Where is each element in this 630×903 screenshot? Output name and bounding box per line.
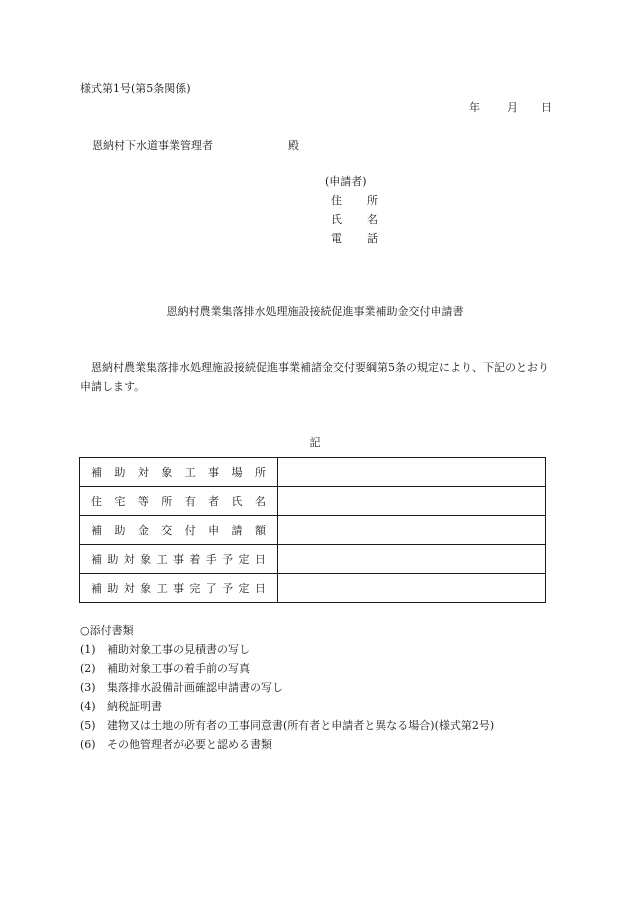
applicant-address-label: 住 所 [331, 194, 378, 207]
row-value-field[interactable] [278, 574, 546, 603]
date-day: 日 [541, 101, 552, 114]
attachments-heading: ○添付書類 [80, 624, 134, 637]
application-table [79, 457, 546, 603]
date-month: 月 [507, 101, 518, 114]
row-value-field[interactable] [278, 545, 546, 574]
table-row [80, 574, 546, 603]
row-label: 補 助 対 象 工 事 場 所 [80, 458, 278, 487]
form-number: 様式第1号(第5条関係) [80, 82, 191, 95]
applicant-name-label: 氏 名 [331, 213, 378, 226]
row-value-field[interactable] [278, 487, 546, 516]
attachment-item: (3) 集落排水設備計画確認申請書の写し [80, 681, 283, 694]
applicant-phone-label: 電 話 [331, 232, 378, 245]
attachment-item: (2) 補助対象工事の着手前の写真 [80, 662, 250, 675]
table-row [80, 516, 546, 545]
table-row [80, 545, 546, 574]
addressee-name: 恩納村下水道事業管理者 [92, 139, 213, 152]
row-value-field[interactable] [278, 458, 546, 487]
document-title: 恩納村農業集落排水処理施設接続促進事業補助金交付申請書 [166, 305, 464, 318]
attachment-item: (1) 補助対象工事の見積書の写し [80, 643, 250, 656]
addressee-honorific: 殿 [288, 139, 299, 152]
applicant-label: (申請者) [325, 175, 367, 188]
row-label: 補 助 対 象 工 事 完 了 予 定 日 [80, 574, 278, 603]
ki-heading: 記 [309, 436, 321, 449]
attachment-item: (4) 納税証明書 [80, 700, 162, 713]
table-row [80, 487, 546, 516]
attachment-item: (5) 建物又は土地の所有者の工事同意書(所有者と申請者と異なる場合)(様式第2号) [80, 719, 495, 732]
body-text: 恩納村農業集落排水処理施設接続促進事業補諸金交付要綱第5条の規定により、下記のとおり申請します。 [80, 361, 549, 393]
row-label: 補 助 対 象 工 事 着 手 予 定 日 [80, 545, 278, 574]
row-label: 補 助 金 交 付 申 請 額 [80, 516, 278, 545]
table-row [80, 458, 546, 487]
row-label: 住 宅 等 所 有 者 氏 名 [80, 487, 278, 516]
attachment-item: (6) その他管理者が必要と認める書類 [80, 738, 272, 751]
row-value-field[interactable] [278, 516, 546, 545]
date-year: 年 [469, 101, 480, 114]
